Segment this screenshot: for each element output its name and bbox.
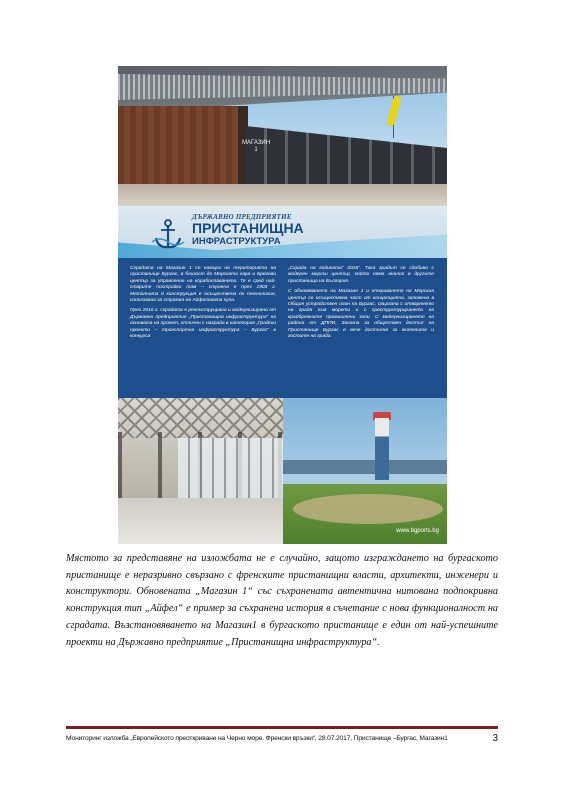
caption-paragraph: Мястото за представяне на изложбата не е случайно, защото изграждането на бургаското пристанище е неразривно свързано с френските пристанищни власти, архитекти, инженери и конструктори. Обновената „Магазин 1“ със съхранената автентична нитована подпокривна конструкция тип „Айфел“ е пример за съхранена история в съчетание с нова функционалност на сградата. Възстановяването на Магазин1 в бургаското пристанище е един от най-успешните проекти на Държавно предприятие „Пристанищна инфраструктура“.: [66, 553, 498, 648]
logo-main-text: ПРИСТАНИЩНА: [192, 220, 304, 236]
website-url: www.bgports.bg: [396, 528, 439, 534]
left-paragraph-1: Сградата на Магазин 1 се намира на територията на пристанище Бургас, в близост до Морската гара и Брегови център за управление на корабоплаването. Тя е сред най-старите постройки там – строена е през 1903 г. Металната й конструкция е осъществена по технология, използвана за строежа на Айфеловата кула.: [130, 266, 276, 304]
right-column: [288, 266, 434, 344]
right-paragraph-2: С обновяването на Магазин 1 и откриването на Морския център се осъществява част от концепцията, заложена в Общия устройствен план на Бургас, свързана с отварянето на града към морето и с преструктурирането на крайбрежните промишлени зони. С модернизирането на района от ДППИ, Зоната за обществен достъп на Пристанище Бургас е вече достъпна за жителите и гостите на града.: [288, 289, 434, 340]
left-column: [130, 266, 276, 344]
footer-text: Мониторинг изложба „Европейското преоткриване на Черно море. Френски връзки“, 28.07.2017, Пристанище –Бургас, Магазин1: [66, 734, 448, 742]
hall-windows: [178, 438, 283, 498]
lighthouse-tower: [375, 418, 389, 480]
building-sign: [242, 140, 270, 154]
sea: [283, 460, 447, 474]
anchor-icon: [150, 216, 186, 252]
left-paragraph-2: През 2016 г. сградата е реконструирана и модернизирана от Държавно предприятие „Пристанищна инфраструктура“ на основата на проект, отличен с награда в категория „Градски проекти – транспортна инфраструктура – Бургас“ в конкурса: [130, 308, 276, 340]
wood-wall: [118, 106, 238, 186]
footer: [66, 731, 498, 745]
sign-line-2: 1: [254, 147, 258, 153]
pavement: [118, 184, 447, 206]
logo-top-text: ДЪРЖАВНО ПРЕДПРИЯТИЕ: [192, 213, 292, 221]
text-panel: [118, 258, 447, 398]
park-photo: [283, 398, 447, 544]
sail-sculpture: [386, 96, 401, 126]
company-logo: [192, 213, 304, 247]
garden-path: [293, 494, 443, 524]
building-photo: [118, 66, 447, 206]
glass-facade: [246, 126, 447, 184]
sign-line-1: МАГАЗИН: [242, 140, 271, 146]
logo-sub-text: ИНФРАСТРУКТУРА: [192, 236, 281, 247]
footer-rule: [66, 726, 498, 729]
hall-floor: [118, 498, 283, 544]
interior-photo: [118, 398, 283, 544]
page-number: 3: [492, 732, 498, 744]
right-paragraph-1: „Сграда на годината“ 2016“. Така градът се сдобива с модерен морски център, който няма аналог в другите пристанища на България.: [288, 266, 434, 284]
exhibition-poster: [118, 66, 447, 544]
